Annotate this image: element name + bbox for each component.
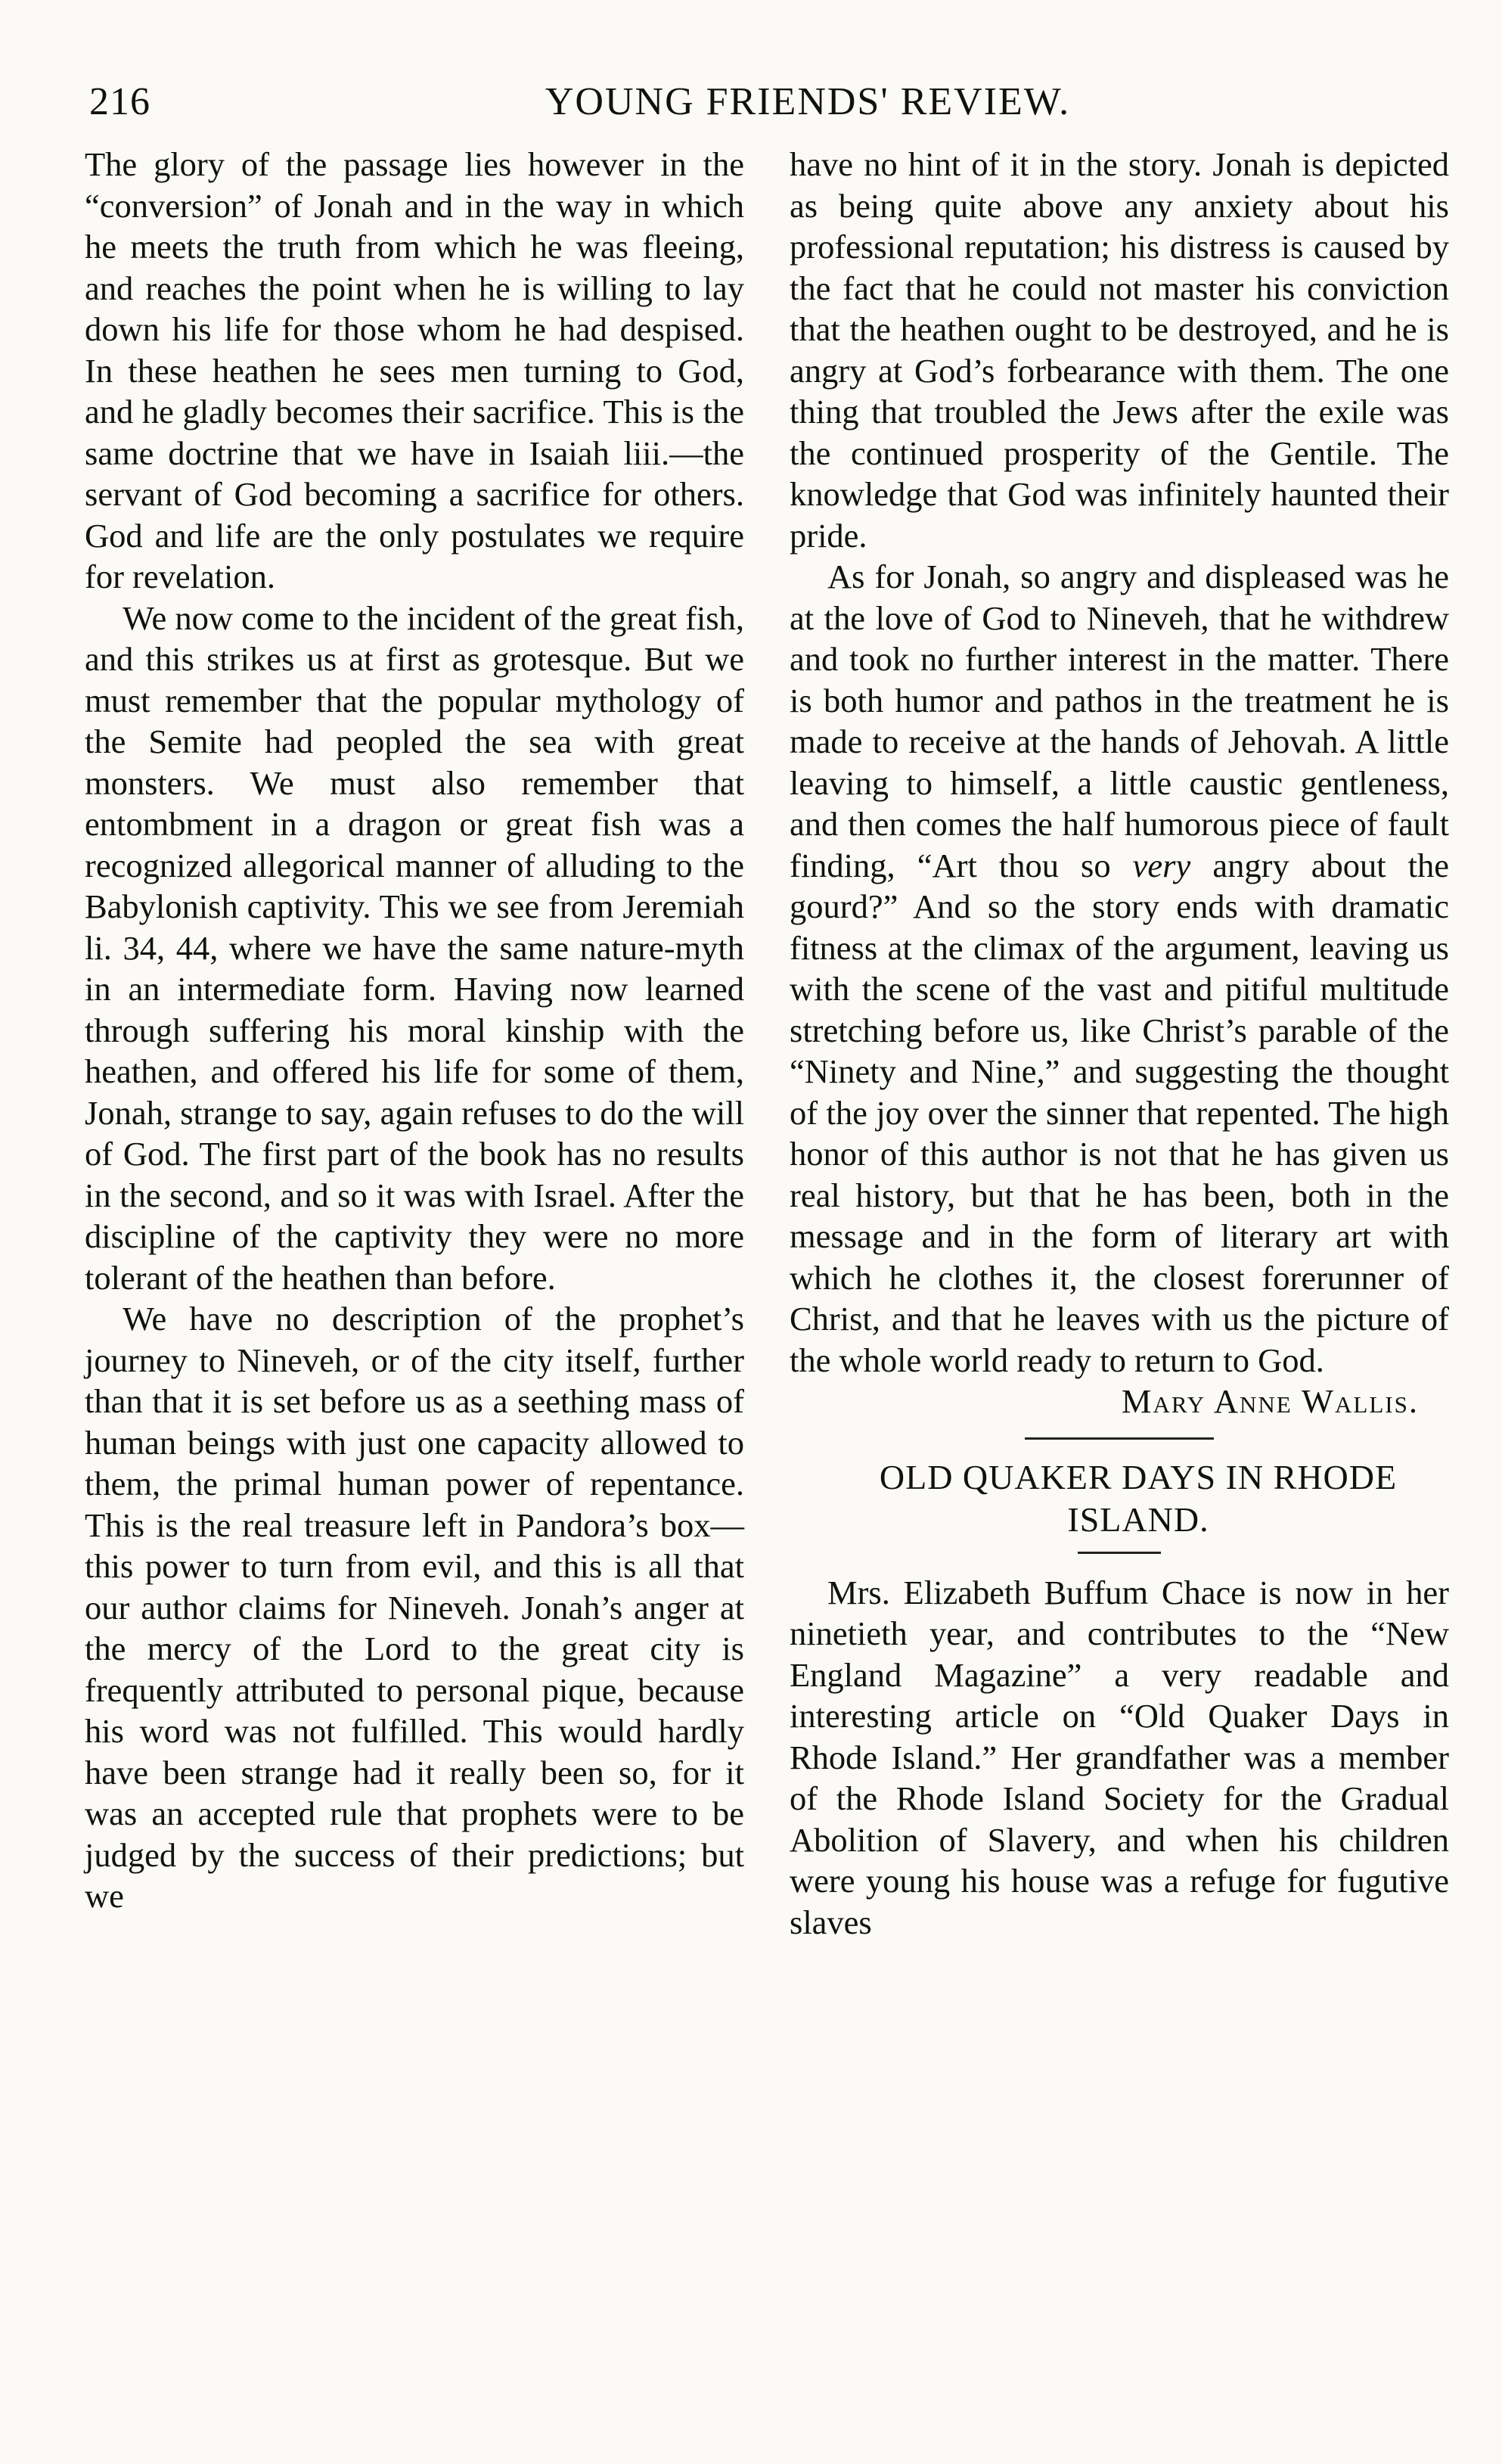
paragraph-text: As for Jonah, so angry and displeased was he at the love of God to Nineveh, that he withdrew and took no further interest in the matter. There is both humor and pathos in the treatment he is made to receive at the hands of Jehovah. A little leaving to himself, a little caustic gentleness, and then comes the half humorous piece of fault finding, “Art thou so: [790, 558, 1449, 884]
paragraph: Mrs. Elizabeth Buffum Chace is now in her ninetieth year, and contributes to the “New England Magazine” a very readable and interesting article on “Old Quaker Days in Rhode Island.” Her grandfather was a member of the Rhode Island Society for the Gradual Abolition of Slavery, and when his children were young his house was a refuge for fugutive slaves: [790, 1573, 1449, 1941]
article-title-line-1: OLD QUAKER DAYS IN RHODE: [879, 1457, 1398, 1496]
article-title-line-2: ISLAND.: [1067, 1499, 1209, 1539]
paragraph-text: angry about the gourd?” And so the story ends with dramatic fitness at the climax of the argument, leaving us with the scene of the vast and pitiful multitude stretching before us, like Christ’s parable of the “Ninety and Nine,” and suggesting the thought of the joy over the sinner that repented. The high honor of this author is not that he has given us real history, but that he has been, both in the message and in the form of literary art with which he clothes it, the closest forerunner of Christ, and that he leaves with us the picture of the whole world ready to return to God.: [790, 846, 1449, 1379]
paragraph: have no hint of it in the story. Jonah is depicted as being quite above any anxiety about his professional reputation; his distress is caused by the fact that he could not master his conviction that the heathen ought to be destroyed, and he is angry at God’s forbearance with them. The one thing that troubled the Jews after the exile was the continued prosperity of the Gentile. The knowledge that God was infinitely haunted their pride.: [790, 145, 1449, 555]
left-column: [85, 144, 744, 1917]
title-divider: [1078, 1552, 1161, 1554]
page-number: 216: [89, 80, 151, 123]
journal-title: YOUNG FRIENDS' REVIEW.: [545, 80, 1071, 123]
paragraph: The glory of the passage lies however in the “conversion” of Jonah and in the way in which he meets the truth from which he was fleeing, and reaches the point when he is willing to lay down his life for those whom he had despised. In these heathen he sees men turning to God, and he gladly becomes their sacrifice. This is the same doctrine that we have in Isaiah liii.—the servant of God becoming a sacrifice for others. God and life are the only postulates we require for revelation.: [85, 145, 744, 595]
paragraph: We now come to the incident of the great fish, and this strikes us at first as grotesque. But we must remember that the popular mythology of the Semite had peopled the sea with great monsters. We must also remember that entombment in a dragon or great fish was a recognized allegorical manner of alluding to the Babylonish captivity. This we see from Jeremiah li. 34, 44, where we have the same nature-myth in an intermediate form. Having now learned through suffering his moral kinship with the heathen, and offered his life for some of them, Jonah, strange to say, again refuses to do the will of God. The first part of the book has no results in the second, and so it was with Israel. After the discipline of the captivity they were no more tolerant of the heathen than before.: [85, 598, 744, 1297]
running-head: [89, 76, 1451, 129]
author-signature: Mary Anne Wallis.: [1121, 1382, 1419, 1420]
emphasis-text: very: [1132, 846, 1191, 884]
paragraph: [790, 556, 1449, 1381]
section-divider: [1025, 1437, 1214, 1440]
right-column: [790, 144, 1449, 1943]
paragraph: We have no description of the prophet’s journey to Nineveh, or of the city itself, further than that it is set before us as a seething mass of human beings with just one capacity allowed to them, the primal human power of repentance. This is the real treasure left in Pandora’s box—this power to turn from evil, and this is all that our author claims for Nineveh. Jonah’s anger at the mercy of the Lord to the great city is frequently attributed to personal pique, because his word was not fulfilled. This would hardly have been strange had it really been so, for it was an accepted rule that prophets were to be judged by the success of their predictions; but we: [85, 1300, 744, 1915]
